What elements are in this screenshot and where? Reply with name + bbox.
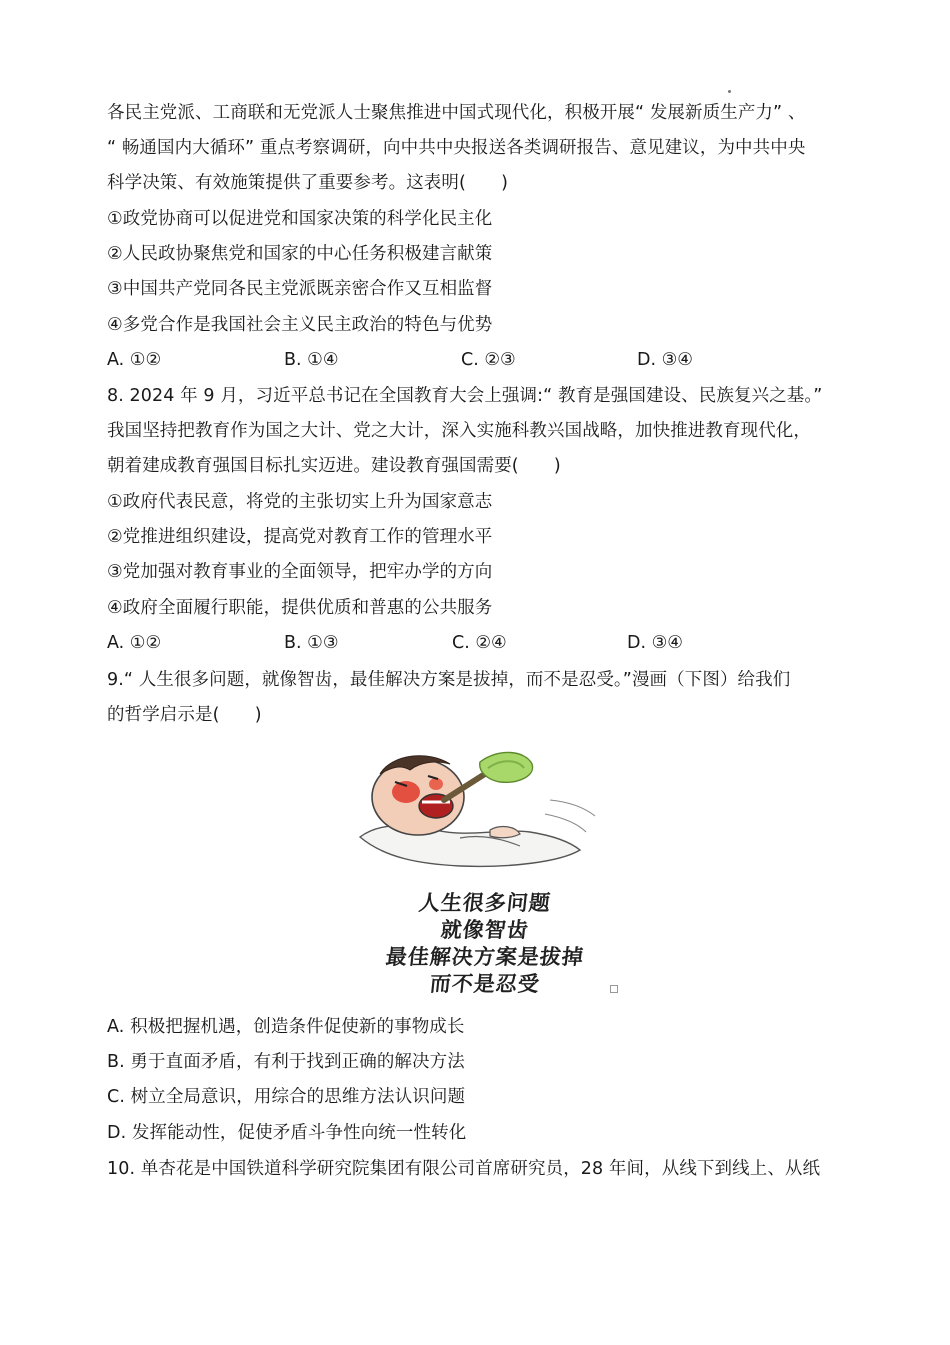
q7-option-b[interactable]: B. ①④ (284, 350, 339, 370)
q7-stem-line-1: 各民主党派、工商联和无党派人士聚焦推进中国式现代化，积极开展“ 发展新质生产力” 、 (107, 103, 806, 123)
q7-option-a[interactable]: A. ①② (107, 350, 162, 370)
q8-statement-4: ④政府全面履行职能，提供优质和普惠的公共服务 (107, 598, 493, 618)
q8-stem-line-2: 我国坚持把教育作为国之大计、党之大计，深入实施科教兴国战略，加快推进教育现代化， (107, 421, 811, 441)
q8-option-c[interactable]: C. ②④ (452, 633, 507, 653)
q7-statement-1: ①政党协商可以促进党和国家决策的科学化民主化 (107, 209, 493, 229)
q8-stem-line-3: 朝着建成教育强国目标扎实迈进。建设教育强国需要( ) (107, 456, 561, 476)
q9-option-b[interactable]: B. 勇于直面矛盾，有利于找到正确的解决方法 (107, 1052, 465, 1072)
q7-options (107, 348, 847, 372)
q9-option-d[interactable]: D. 发挥能动性，促使矛盾斗争性向统一性转化 (107, 1123, 467, 1143)
q9-stem-line-2: 的哲学启示是( ) (107, 705, 262, 725)
q8-statement-1: ①政府代表民意，将党的主张切实上升为国家意志 (107, 492, 493, 512)
q7-statement-2: ②人民政协聚焦党和国家的中心任务积极建言献策 (107, 244, 493, 264)
q7-statement-3: ③中国共产党同各民主党派既亲密合作又互相监督 (107, 279, 493, 299)
q9-option-a[interactable]: A. 积极把握机遇，创造条件促使新的事物成长 (107, 1017, 465, 1037)
q10-stem-line-1: 10. 单杏花是中国铁道科学研究院集团有限公司首席研究员，28 年间，从线下到线上、从纸 (107, 1159, 821, 1179)
q8-option-b[interactable]: B. ①③ (284, 633, 339, 653)
cartoon-caption-line-1: 人生很多问题 (417, 890, 553, 915)
artist-seal-mark (610, 985, 618, 993)
q7-option-d[interactable]: D. ③④ (637, 350, 693, 370)
cartoon-figure (340, 742, 630, 997)
cartoon-caption-line-2: 就像智齿 (439, 917, 531, 942)
cartoon-caption-line-3: 最佳解决方案是拔掉 (384, 944, 586, 969)
wisdom-tooth-cartoon-illustration (340, 742, 630, 872)
q8-stem-line-1: 8. 2024 年 9 月，习近平总书记在全国教育大会上强调:“ 教育是强国建设、民族复兴之基。” (107, 386, 823, 406)
q8-statement-3: ③党加强对教育事业的全面领导，把牢办学的方向 (107, 562, 493, 582)
q8-options (107, 631, 847, 655)
q7-statement-4: ④多党合作是我国社会主义民主政治的特色与优势 (107, 315, 493, 335)
cartoon-caption-line-4: 而不是忍受 (428, 971, 542, 996)
q8-statement-2: ②党推进组织建设，提高党对教育工作的管理水平 (107, 527, 493, 547)
q7-option-c[interactable]: C. ②③ (461, 350, 516, 370)
q8-option-a[interactable]: A. ①② (107, 633, 162, 653)
q7-stem-line-2: “ 畅通国内大循环” 重点考察调研，向中共中央报送各类调研报告、意见建议，为中共中央 (107, 138, 806, 158)
scan-speck (728, 90, 731, 93)
q8-option-d[interactable]: D. ③④ (627, 633, 683, 653)
q9-stem-line-1: 9.“ 人生很多问题，就像智齿，最佳解决方案是拔掉，而不是忍受。”漫画（下图）给我们 (107, 670, 791, 690)
q7-stem-line-3: 科学决策、有效施策提供了重要参考。这表明( ) (107, 173, 509, 193)
q9-option-c[interactable]: C. 树立全局意识，用综合的思维方法认识问题 (107, 1087, 466, 1107)
